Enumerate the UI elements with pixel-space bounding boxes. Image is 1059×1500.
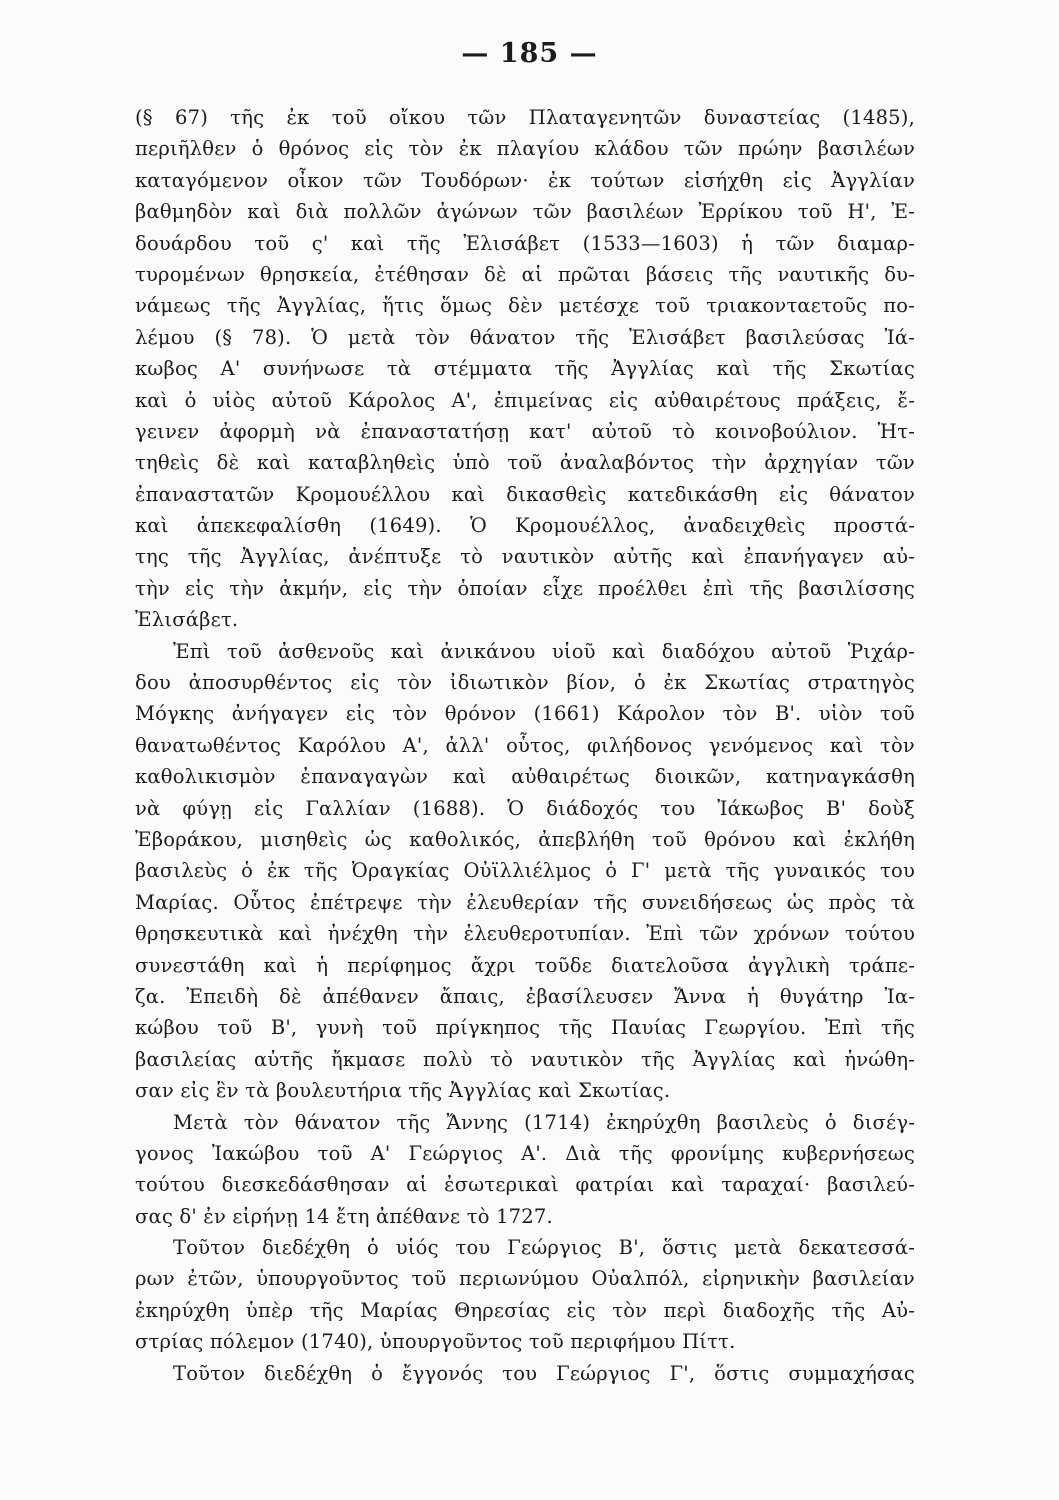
paragraph-start-line: Μετὰ τὸν θάνατον τῆς Ἄννης (1714) ἐκηρύχθη βασιλεὺς ὁ δισέγ- bbox=[173, 1110, 915, 1134]
text-line: βασιλείας αὐτῆς ἤκμασε πολὺ τὸ ναυτικὸν τῆς Ἀγγλίας καὶ ἡνώθη- bbox=[135, 1047, 915, 1071]
body-text bbox=[135, 102, 915, 1389]
paragraph-end-line: στρίας πόλεμον (1740), ὑπουργοῦντος τοῦ περιφήμου Πίττ. bbox=[135, 1330, 736, 1354]
text-line: καὶ ἀπεκεφαλίσθη (1649). Ὁ Κρομουέλλος, ἀναδειχθεὶς προστά- bbox=[135, 514, 915, 538]
text-line: κωβος Α' συνήνωσε τὰ στέμματα τῆς Ἀγγλίας καὶ τῆς Σκωτίας bbox=[135, 357, 915, 381]
text-line: βαθμηδὸν καὶ διὰ πολλῶν ἀγώνων τῶν βασιλέων Ἐρρίκου τοῦ Η', Ἐ- bbox=[135, 200, 915, 224]
paragraph-start-line: Τοῦτον διεδέχθη ὁ ἔγγονός του Γεώργιος Γ', ὅστις συμμαχήσας bbox=[173, 1361, 915, 1385]
page-number: — 185 — bbox=[461, 38, 598, 69]
text-line: Μόγκης ἀνήγαγεν εἰς τὸν θρόνον (1661) Κάρολον τὸν Β'. υἱὸν τοῦ bbox=[135, 702, 915, 726]
text-line: γεινεν ἀφορμὴ νὰ ἐπαναστατήσῃ κατ' αὐτοῦ τὸ κοινοβούλιον. Ἡτ- bbox=[135, 419, 915, 443]
text-line: ἐπαναστατῶν Κρομουέλλου καὶ δικασθεὶς κατεδικάσθη εἰς θάνατον bbox=[135, 482, 915, 506]
text-line: καθολικισμὸν ἐπαναγαγὼν καὶ αὐθαιρέτως διοικῶν, κατηναγκάσθη bbox=[135, 765, 915, 789]
text-line: κώβου τοῦ Β', γυνὴ τοῦ πρίγκηπος τῆς Παυίας Γεωργίου. Ἐπὶ τῆς bbox=[135, 1016, 915, 1040]
text-line: δουάρδου τοῦ ς' καὶ τῆς Ἐλισάβετ (1533—1603) ἡ τῶν διαμαρ- bbox=[135, 231, 915, 255]
text-line: (§ 67) τῆς ἐκ τοῦ οἴκου τῶν Πλαταγενητῶν δυναστείας (1485), bbox=[135, 106, 915, 129]
paragraph-end-line: σαν εἰς ἓν τὰ βουλευτήρια τῆς Ἀγγλίας καὶ Σκωτίας. bbox=[135, 1079, 671, 1103]
text-line: νάμεως τῆς Ἀγγλίας, ἥτις ὅμως δὲν μετέσχε τοῦ τριακονταετοῦς πο- bbox=[135, 294, 915, 318]
text-line: τηθεὶς δὲ καὶ καταβληθεὶς ὑπὸ τοῦ ἀναλαβόντος τὴν ἀρχηγίαν τῶν bbox=[135, 451, 915, 475]
text-line: λέμου (§ 78). Ὁ μετὰ τὸν θάνατον τῆς Ἐλισάβετ βασιλεύσας Ἰά- bbox=[135, 325, 915, 349]
text-line: τούτου διεσκεδάσθησαν αἱ ἐσωτερικαὶ φατρίαι καὶ ταραχαί· βασιλεύ- bbox=[135, 1173, 915, 1197]
text-line: ἐκηρύχθη ὑπὲρ τῆς Μαρίας Θηρεσίας εἰς τὸν περὶ διαδοχῆς τῆς Αὐ- bbox=[135, 1298, 915, 1322]
text-line: θανατωθέντος Καρόλου Α', ἀλλ' οὗτος, φιλήδονος γενόμενος καὶ τὸν bbox=[135, 733, 915, 757]
paragraph-start-line: Τοῦτον διεδέχθη ὁ υἱός του Γεώργιος Β', ὅστις μετὰ δεκατεσσά- bbox=[173, 1236, 915, 1260]
text-line: περιῆλθεν ὁ θρόνος εἰς τὸν ἐκ πλαγίου κλάδου τῶν πρώην βασιλέων bbox=[135, 137, 915, 161]
text-line: τὴν εἰς τὴν ἀκμήν, εἰς τὴν ὁποίαν εἶχε προέλθει ἐπὶ τῆς βασιλίσσης bbox=[135, 576, 915, 600]
text-line: ρων ἐτῶν, ὑπουργοῦντος τοῦ περιωνύμου Οὐαλπόλ, εἰρηνικὴν βασιλείαν bbox=[135, 1267, 915, 1291]
text-line: δου ἀποσυρθέντος εἰς τὸν ἰδιωτικὸν βίον, ὁ ἐκ Σκωτίας στρατηγὸς bbox=[135, 671, 915, 695]
text-line: νὰ φύγῃ εἰς Γαλλίαν (1688). Ὁ διάδοχός του Ἰάκωβος Β' δοὺξ bbox=[135, 796, 915, 820]
text-line: βασιλεὺς ὁ ἐκ τῆς Ὀραγκίας Οὐϊλλιέλμος ὁ Γ' μετὰ τῆς γυναικός του bbox=[135, 859, 915, 883]
text-line: καταγόμενον οἶκον τῶν Τουδόρων· ἐκ τούτων εἰσήχθη εἰς Ἀγγλίαν bbox=[135, 168, 915, 192]
text-line: Μαρίας. Οὗτος ἐπέτρεψε τὴν ἐλευθερίαν τῆς συνειδήσεως ὡς πρὸς τὰ bbox=[135, 890, 915, 914]
text-line: θρησκευτικὰ καὶ ἠνέχθη τὴν ἐλευθεροτυπίαν. Ἐπὶ τῶν χρόνων τούτου bbox=[135, 922, 915, 946]
paragraph-end-line: Ἐλισάβετ. bbox=[135, 608, 239, 632]
text-line: Ἐβοράκου, μισηθεὶς ὡς καθολικός, ἀπεβλήθη τοῦ θρόνου καὶ ἐκλήθη bbox=[135, 827, 915, 851]
paragraph-start-line: Ἐπὶ τοῦ ἀσθενοῦς καὶ ἀνικάνου υἱοῦ καὶ διαδόχου αὐτοῦ Ῥιχάρ- bbox=[173, 639, 915, 663]
text-line: καὶ ὁ υἱὸς αὐτοῦ Κάρολος Α', ἐπιμείνας εἰς αὐθαιρέτους πράξεις, ἔ- bbox=[135, 388, 915, 412]
paragraph-end-line: σας δ' ἐν εἰρήνῃ 14 ἔτη ἀπέθανε τὸ 1727. bbox=[135, 1204, 553, 1228]
text-line: συνεστάθη καὶ ἡ περίφημος ἄχρι τοῦδε διατελοῦσα ἀγγλικὴ τράπε- bbox=[135, 953, 915, 977]
text-line: τυρομένων θρησκεία, ἐτέθησαν δὲ αἱ πρῶται βάσεις τῆς ναυτικῆς δυ- bbox=[135, 262, 915, 286]
text-line: της τῆς Ἀγγλίας, ἀνέπτυξε τὸ ναυτικὸν αὐτῆς καὶ ἐπανήγαγεν αὐ- bbox=[135, 545, 915, 569]
text-line: γονος Ἰακώβου τοῦ Α' Γεώργιος Α'. Διὰ τῆς φρονίμης κυβερνήσεως bbox=[135, 1141, 915, 1165]
text-line: ζα. Ἐπειδὴ δὲ ἀπέθανεν ἄπαις, ἐβασίλευσεν Ἄννα ἡ θυγάτηρ Ἰα- bbox=[135, 984, 915, 1008]
